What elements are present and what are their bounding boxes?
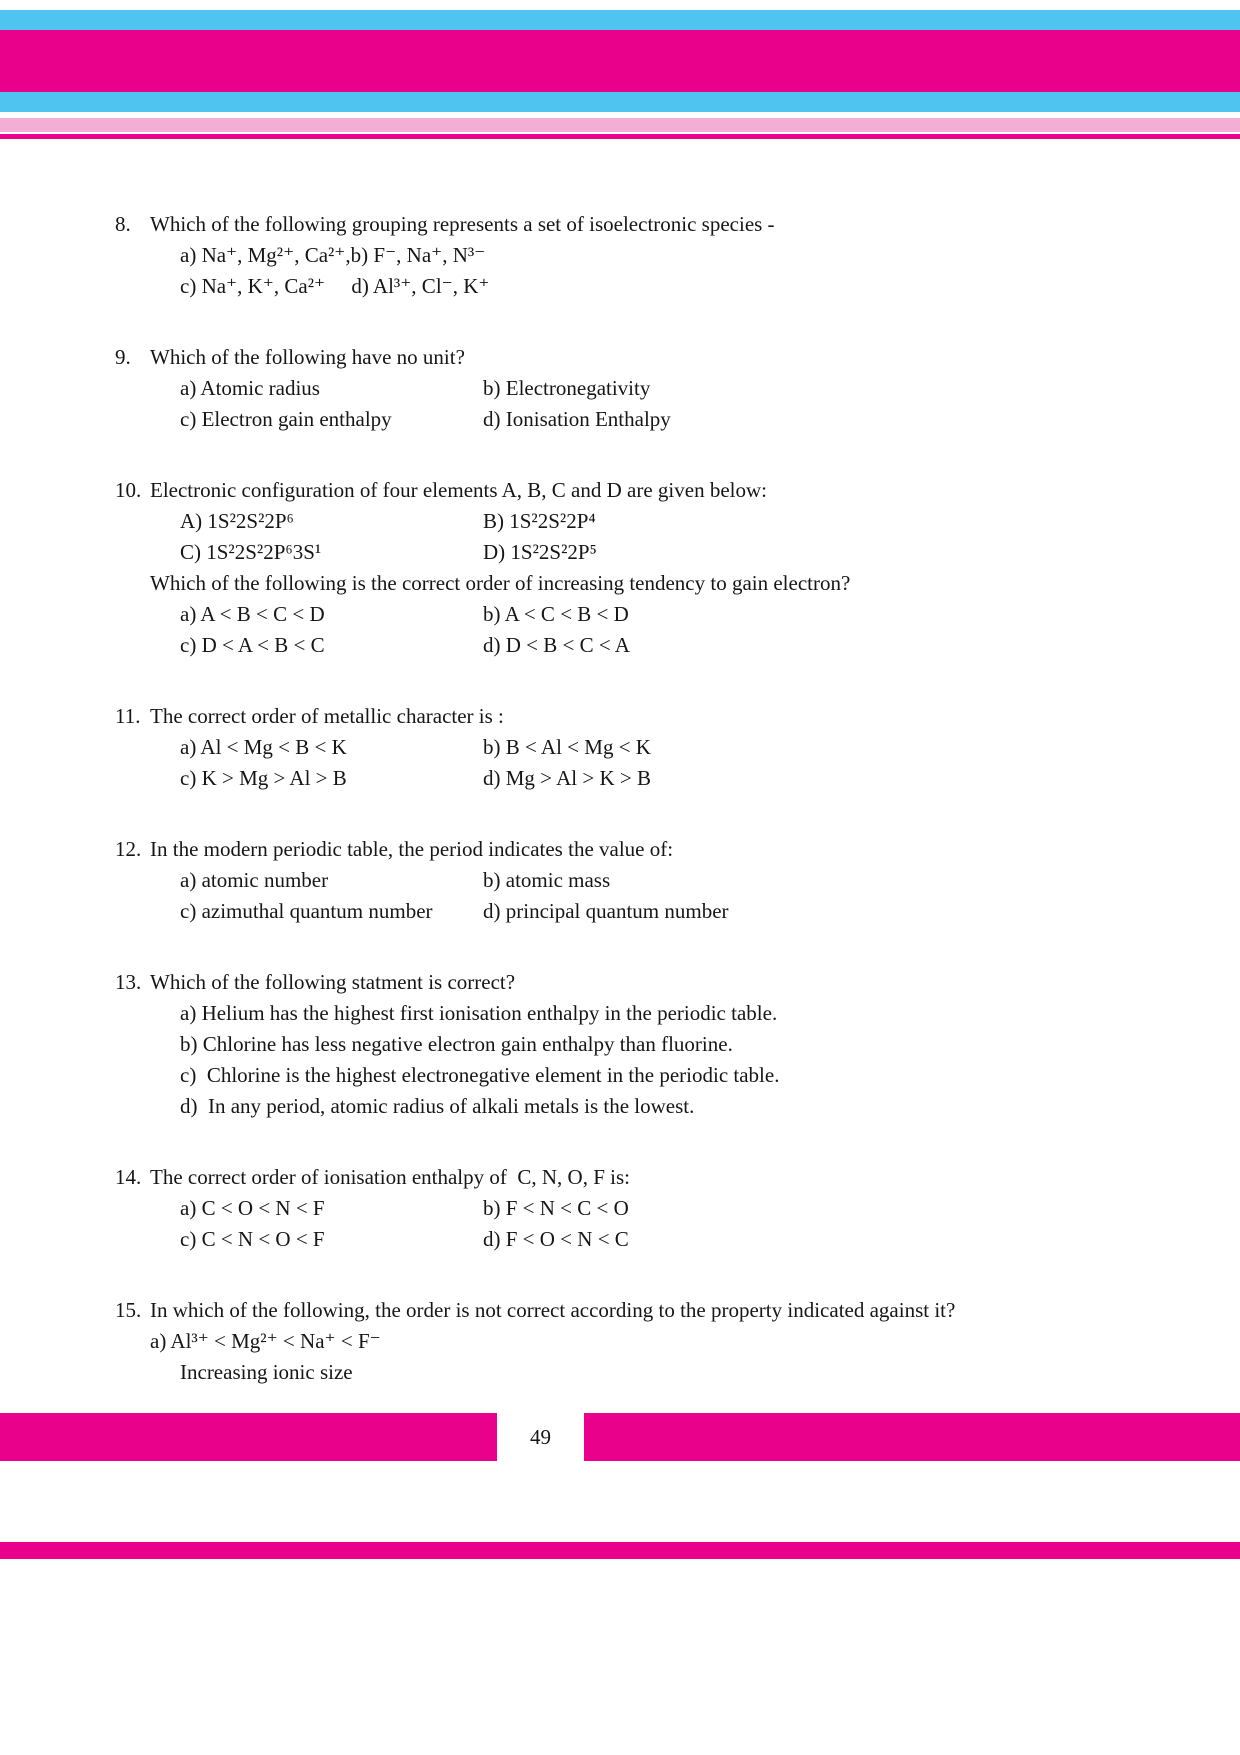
question-10: [115, 475, 1160, 661]
option-a: a) C < O < N < F: [180, 1196, 325, 1220]
question-number: 13.: [115, 970, 142, 994]
question-head: [115, 1295, 1160, 1326]
question-number: 11.: [115, 704, 141, 728]
bottom-magenta-strip: [0, 1542, 1240, 1559]
footer-left-magenta-bar: [0, 1413, 497, 1461]
option-line: [115, 599, 1160, 630]
option-line: [115, 373, 1160, 404]
option-d: d) Mg > Al > K > B: [483, 766, 651, 790]
question-number: 8.: [115, 212, 131, 236]
option-line: a) Na⁺, Mg²⁺, Ca²⁺,b) F⁻, Na⁺, N³⁻: [180, 243, 486, 267]
question-head: [115, 209, 1160, 240]
header-cyan-stripe: [0, 92, 1240, 112]
option-b: b) atomic mass: [483, 868, 611, 892]
option-b: b) Chlorine has less negative electron gain enthalpy than fluorine.: [180, 1032, 733, 1056]
option-B: B) 1S²2S²2P⁴: [483, 509, 596, 533]
option-D: D) 1S²2S²2P⁵: [483, 540, 597, 564]
question-9: [115, 342, 1160, 435]
option-a: a) Atomic radius: [180, 376, 320, 400]
question-subtext: Which of the following is the correct order of increasing tendency to gain electron?: [150, 571, 851, 595]
option-c: c) azimuthal quantum number: [180, 899, 433, 923]
option-line: [115, 896, 1160, 927]
header-cyan-stripe-top: [0, 10, 1240, 30]
questions-area: [115, 209, 1160, 1428]
question-text: Which of the following have no unit?: [150, 345, 465, 369]
option-d: d) Ionisation Enthalpy: [483, 407, 671, 431]
option-c: c) Electron gain enthalpy: [180, 407, 392, 431]
option-d: d) D < B < C < A: [483, 633, 630, 657]
option-line: [115, 732, 1160, 763]
header-light-pink-stripe: [0, 118, 1240, 132]
question-text: In which of the following, the order is not correct according to the property indicated against it?: [150, 1298, 956, 1322]
question-head: [115, 342, 1160, 373]
page-header-decoration: [0, 0, 1240, 139]
option-property-label: Increasing ionic size: [180, 1360, 353, 1384]
option-line: [115, 1193, 1160, 1224]
option-b: b) F < N < C < O: [483, 1196, 629, 1220]
question-text: Electronic configuration of four elements A, B, C and D are given below:: [150, 478, 767, 502]
question-8: [115, 209, 1160, 302]
option-a: a) Al < Mg < B < K: [180, 735, 347, 759]
option-c: c) Chlorine is the highest electronegative element in the periodic table.: [180, 1063, 780, 1087]
option-A: A) 1S²2S²2P⁶: [180, 509, 294, 533]
option-line: [115, 506, 1160, 537]
option-b: b) B < Al < Mg < K: [483, 735, 651, 759]
option-line: [115, 865, 1160, 896]
question-14: [115, 1162, 1160, 1255]
option-a: a) Al³⁺ < Mg²⁺ < Na⁺ < F⁻: [150, 1329, 381, 1353]
question-number: 9.: [115, 345, 131, 369]
question-head: [115, 1162, 1160, 1193]
option-line: c) Na⁺, K⁺, Ca²⁺ d) Al³⁺, Cl⁻, K⁺: [180, 274, 490, 298]
option-c: c) K > Mg > Al > B: [180, 766, 347, 790]
option-line: [115, 537, 1160, 568]
option-C: C) 1S²2S²2P⁶3S¹: [180, 540, 322, 564]
option-d: d) F < O < N < C: [483, 1227, 629, 1251]
option-line: [115, 404, 1160, 435]
question-15: [115, 1295, 1160, 1388]
option-a: a) atomic number: [180, 868, 329, 892]
question-text: Which of the following grouping represents a set of isoelectronic species -: [150, 212, 775, 236]
option-a: a) A < B < C < D: [180, 602, 325, 626]
option-d: d) principal quantum number: [483, 899, 729, 923]
option-line: [115, 763, 1160, 794]
option-line: [115, 1224, 1160, 1255]
question-13: [115, 967, 1160, 1122]
header-magenta-line: [0, 134, 1240, 139]
option-d: d) In any period, atomic radius of alkali metals is the lowest.: [180, 1094, 695, 1118]
question-11: [115, 701, 1160, 794]
question-text: In the modern periodic table, the period indicates the value of:: [150, 837, 674, 861]
option-c: c) C < N < O < F: [180, 1227, 325, 1251]
question-number: 12.: [115, 837, 142, 861]
question-text: The correct order of metallic character is :: [150, 704, 504, 728]
question-text: The correct order of ionisation enthalpy of C, N, O, F is:: [150, 1165, 630, 1189]
question-number: 15.: [115, 1298, 142, 1322]
footer-right-magenta-bar: [584, 1413, 1240, 1461]
header-magenta-band: [0, 30, 1240, 92]
option-c: c) D < A < B < C: [180, 633, 325, 657]
option-line: [115, 630, 1160, 661]
page-number: 49: [530, 1425, 551, 1449]
question-head: [115, 967, 1160, 998]
question-head: [115, 834, 1160, 865]
option-a: a) Helium has the highest first ionisation enthalpy in the periodic table.: [180, 1001, 778, 1025]
question-12: [115, 834, 1160, 927]
question-head: [115, 475, 1160, 506]
question-head: [115, 701, 1160, 732]
option-b: b) A < C < B < D: [483, 602, 629, 626]
option-b: b) Electronegativity: [483, 376, 651, 400]
question-number: 10.: [115, 478, 142, 502]
header-white-gap: [0, 0, 1240, 10]
question-text: Which of the following statment is correct?: [150, 970, 516, 994]
question-number: 14.: [115, 1165, 142, 1189]
